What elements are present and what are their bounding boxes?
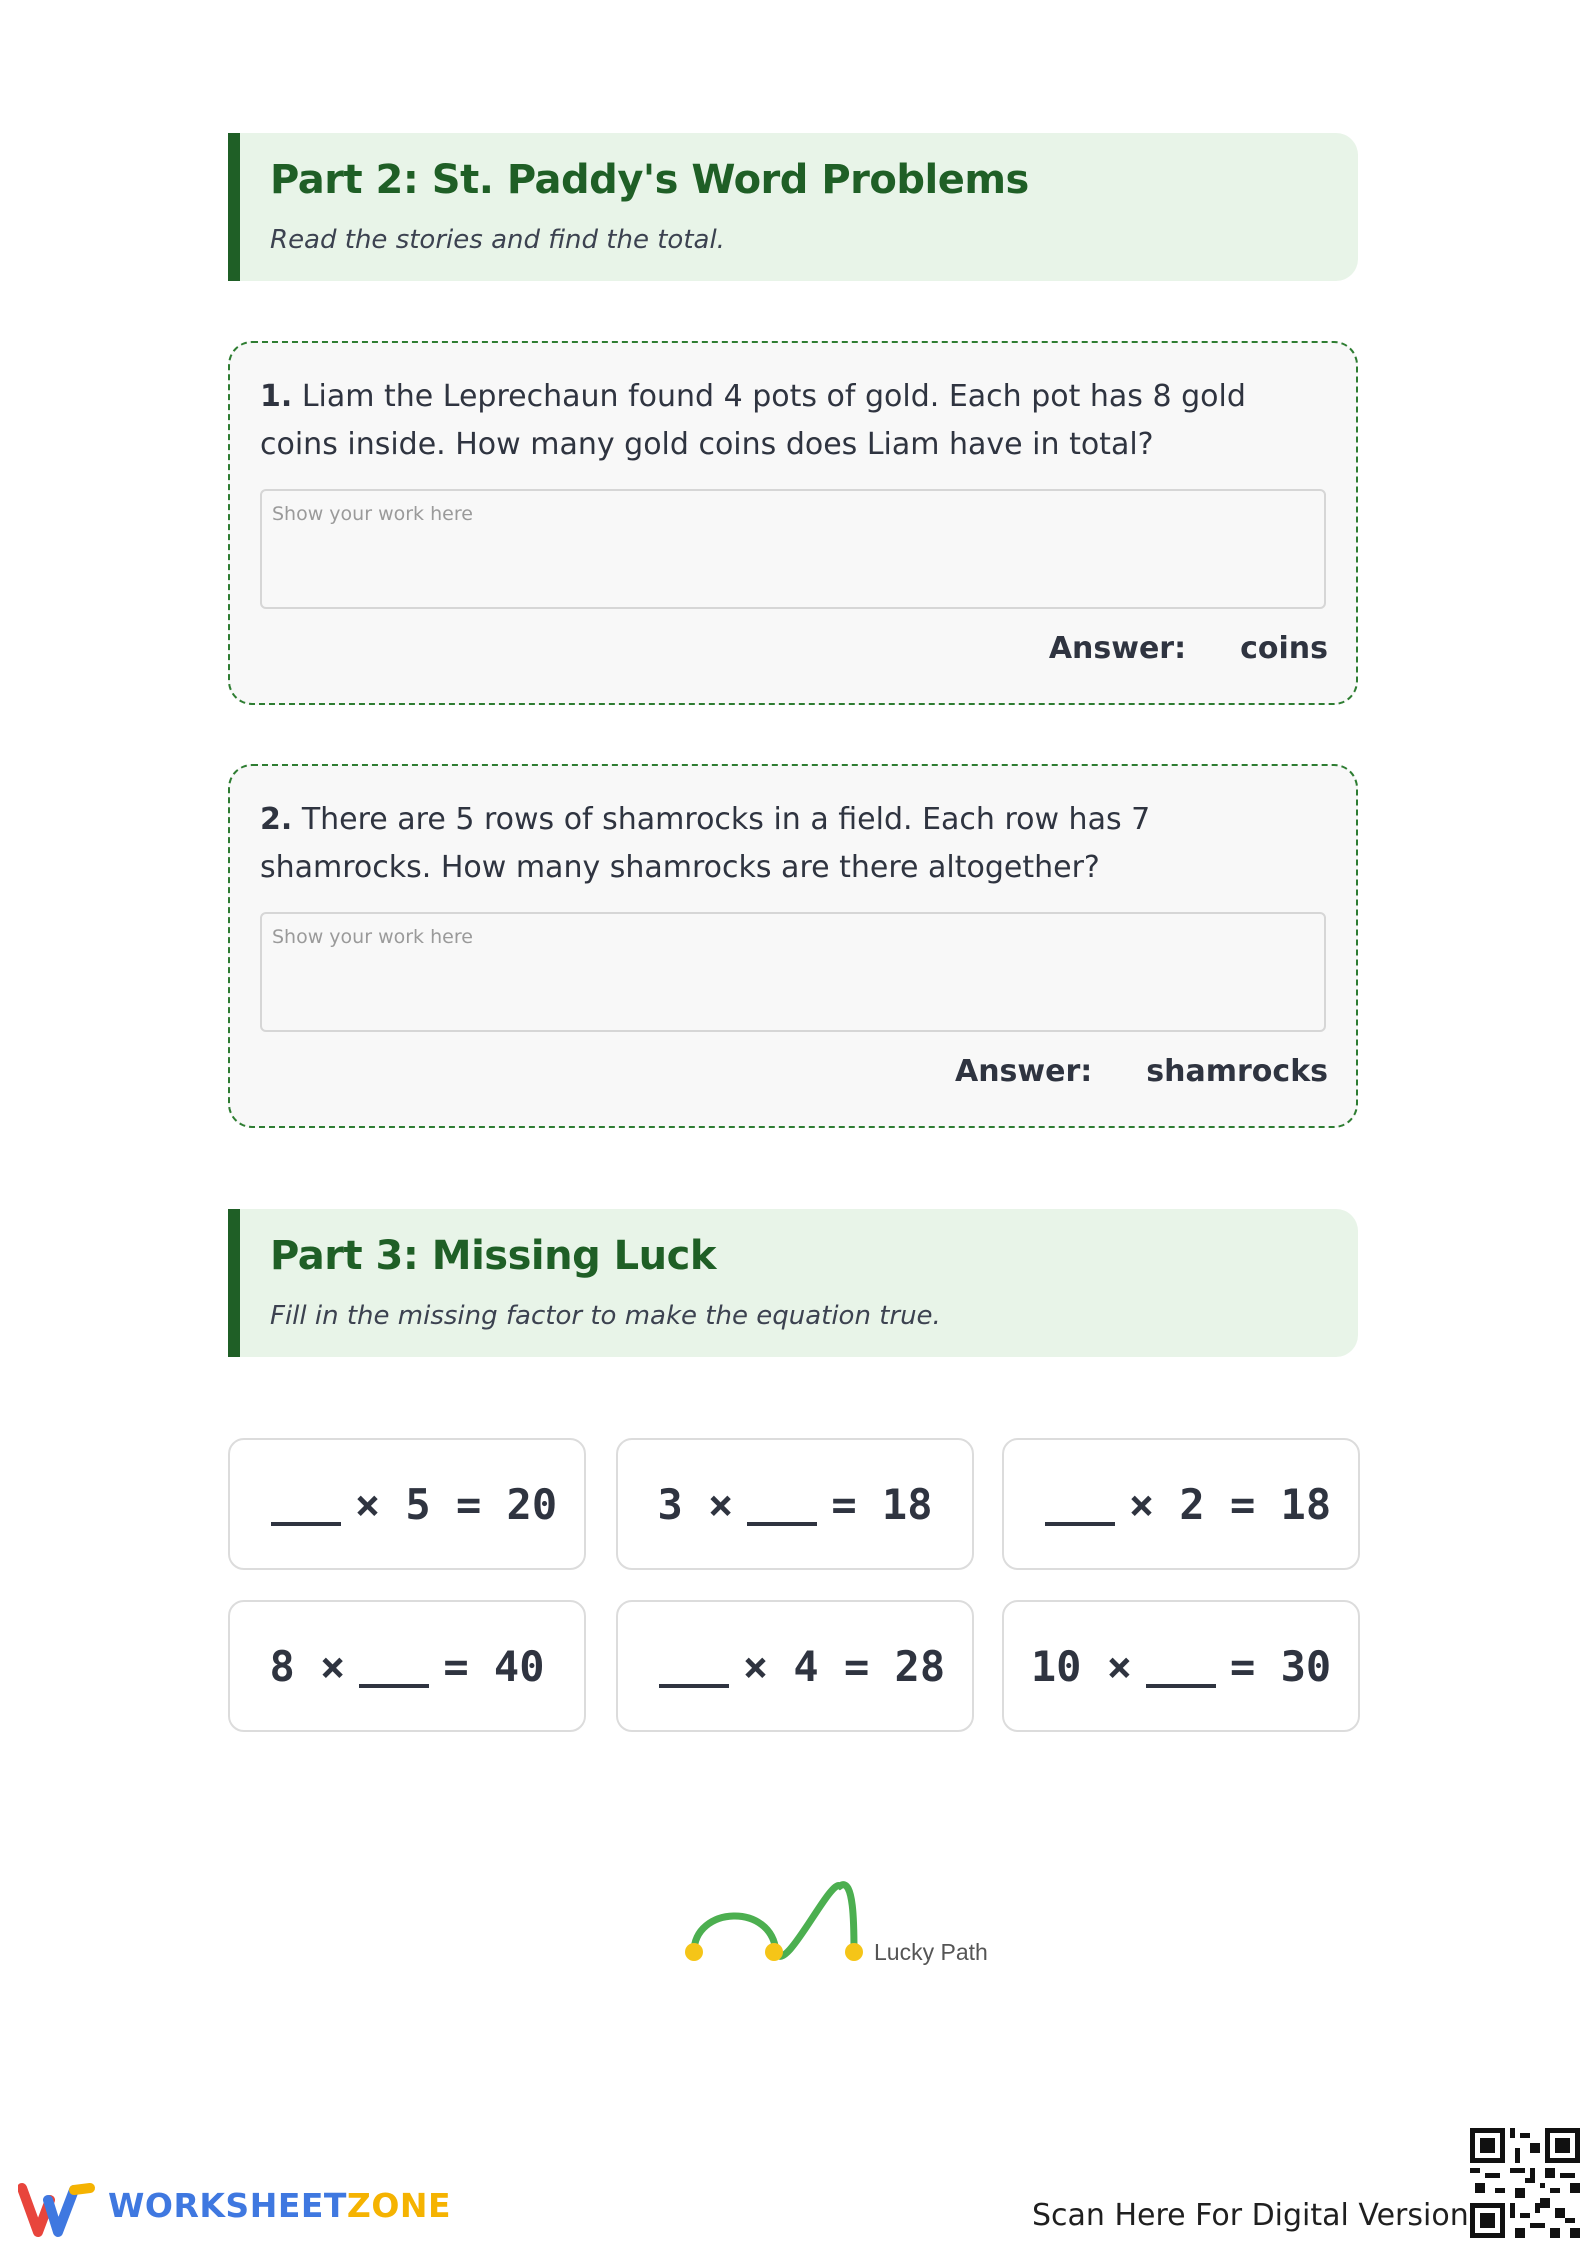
part2-subtitle: Read the stories and find the total. (270, 225, 725, 255)
scan-text: Scan Here For Digital Version (1032, 2198, 1469, 2233)
brand-zone: ZONE (346, 2186, 452, 2225)
part2-title: Part 2: St. Paddy's Word Problems (270, 157, 1029, 203)
problem-text-2 (260, 796, 1320, 892)
lucky-path-label: Lucky Path (874, 1939, 988, 1965)
equation-card-5 (616, 1600, 974, 1732)
equation-card-4 (228, 1600, 586, 1732)
problem-body-2: There are 5 rows of shamrocks in a field. Each row has 7 shamrocks. How many shamrocks are there altogether? (260, 802, 1151, 885)
equation-after-2: = 18 (831, 1479, 933, 1529)
part3-subtitle: Fill in the missing factor to make the equation true. (270, 1301, 941, 1331)
equation-after-4: = 40 (443, 1641, 545, 1691)
part3-title: Part 3: Missing Luck (270, 1233, 716, 1279)
equation-card-3 (1002, 1438, 1360, 1570)
equation-before-6: 10 × (1030, 1641, 1132, 1691)
brand-worksheet: WORKSHEET (108, 2186, 347, 2225)
answer-label-2: Answer: (954, 1054, 1093, 1089)
equation-after-6: = 30 (1230, 1641, 1332, 1691)
problem-card-1 (228, 341, 1358, 705)
footer-brand (108, 2186, 451, 2225)
answer-unit-1: coins (1240, 631, 1328, 666)
problem-text-1 (260, 373, 1320, 469)
equation-card-1 (228, 1438, 586, 1570)
equation-card-2 (616, 1438, 974, 1570)
equation-blank-2[interactable] (747, 1482, 817, 1526)
work-area-1[interactable] (260, 489, 1326, 609)
problem-card-2 (228, 764, 1358, 1128)
answer-label-1: Answer: (1048, 631, 1187, 666)
equation-blank-6[interactable] (1146, 1644, 1216, 1688)
equation-blank-5[interactable] (659, 1644, 729, 1688)
equation-after-3: × 2 = 18 (1128, 1479, 1332, 1529)
problem-number-1: 1. (260, 379, 293, 414)
lucky-path-decoration (680, 1866, 1020, 1986)
equation-blank-3[interactable] (1045, 1482, 1115, 1526)
lucky-path-dot-2 (765, 1943, 783, 1961)
equation-blank-4[interactable] (359, 1644, 429, 1688)
problem-number-2: 2. (260, 802, 293, 837)
part2-header (228, 133, 1358, 281)
lucky-path-dot-1 (685, 1943, 703, 1961)
worksheetzone-logo-icon (18, 2182, 98, 2238)
equation-blank-1[interactable] (271, 1482, 341, 1526)
answer-unit-2: shamrocks (1146, 1054, 1328, 1089)
part3-header (228, 1209, 1358, 1357)
lucky-path-dot-3 (845, 1943, 863, 1961)
qr-code-icon[interactable] (1470, 2128, 1580, 2238)
equation-after-1: × 5 = 20 (354, 1479, 558, 1529)
equation-after-5: × 4 = 28 (742, 1641, 946, 1691)
answer-row-1 (1049, 631, 1328, 666)
equation-before-2: 3 × (657, 1479, 734, 1529)
work-area-2[interactable] (260, 912, 1326, 1032)
answer-row-2 (955, 1054, 1328, 1089)
equation-before-4: 8 × (269, 1641, 346, 1691)
equation-card-6 (1002, 1600, 1360, 1732)
problem-body-1: Liam the Leprechaun found 4 pots of gold. Each pot has 8 gold coins inside. How many gold coins does Liam have in total? (260, 379, 1246, 462)
